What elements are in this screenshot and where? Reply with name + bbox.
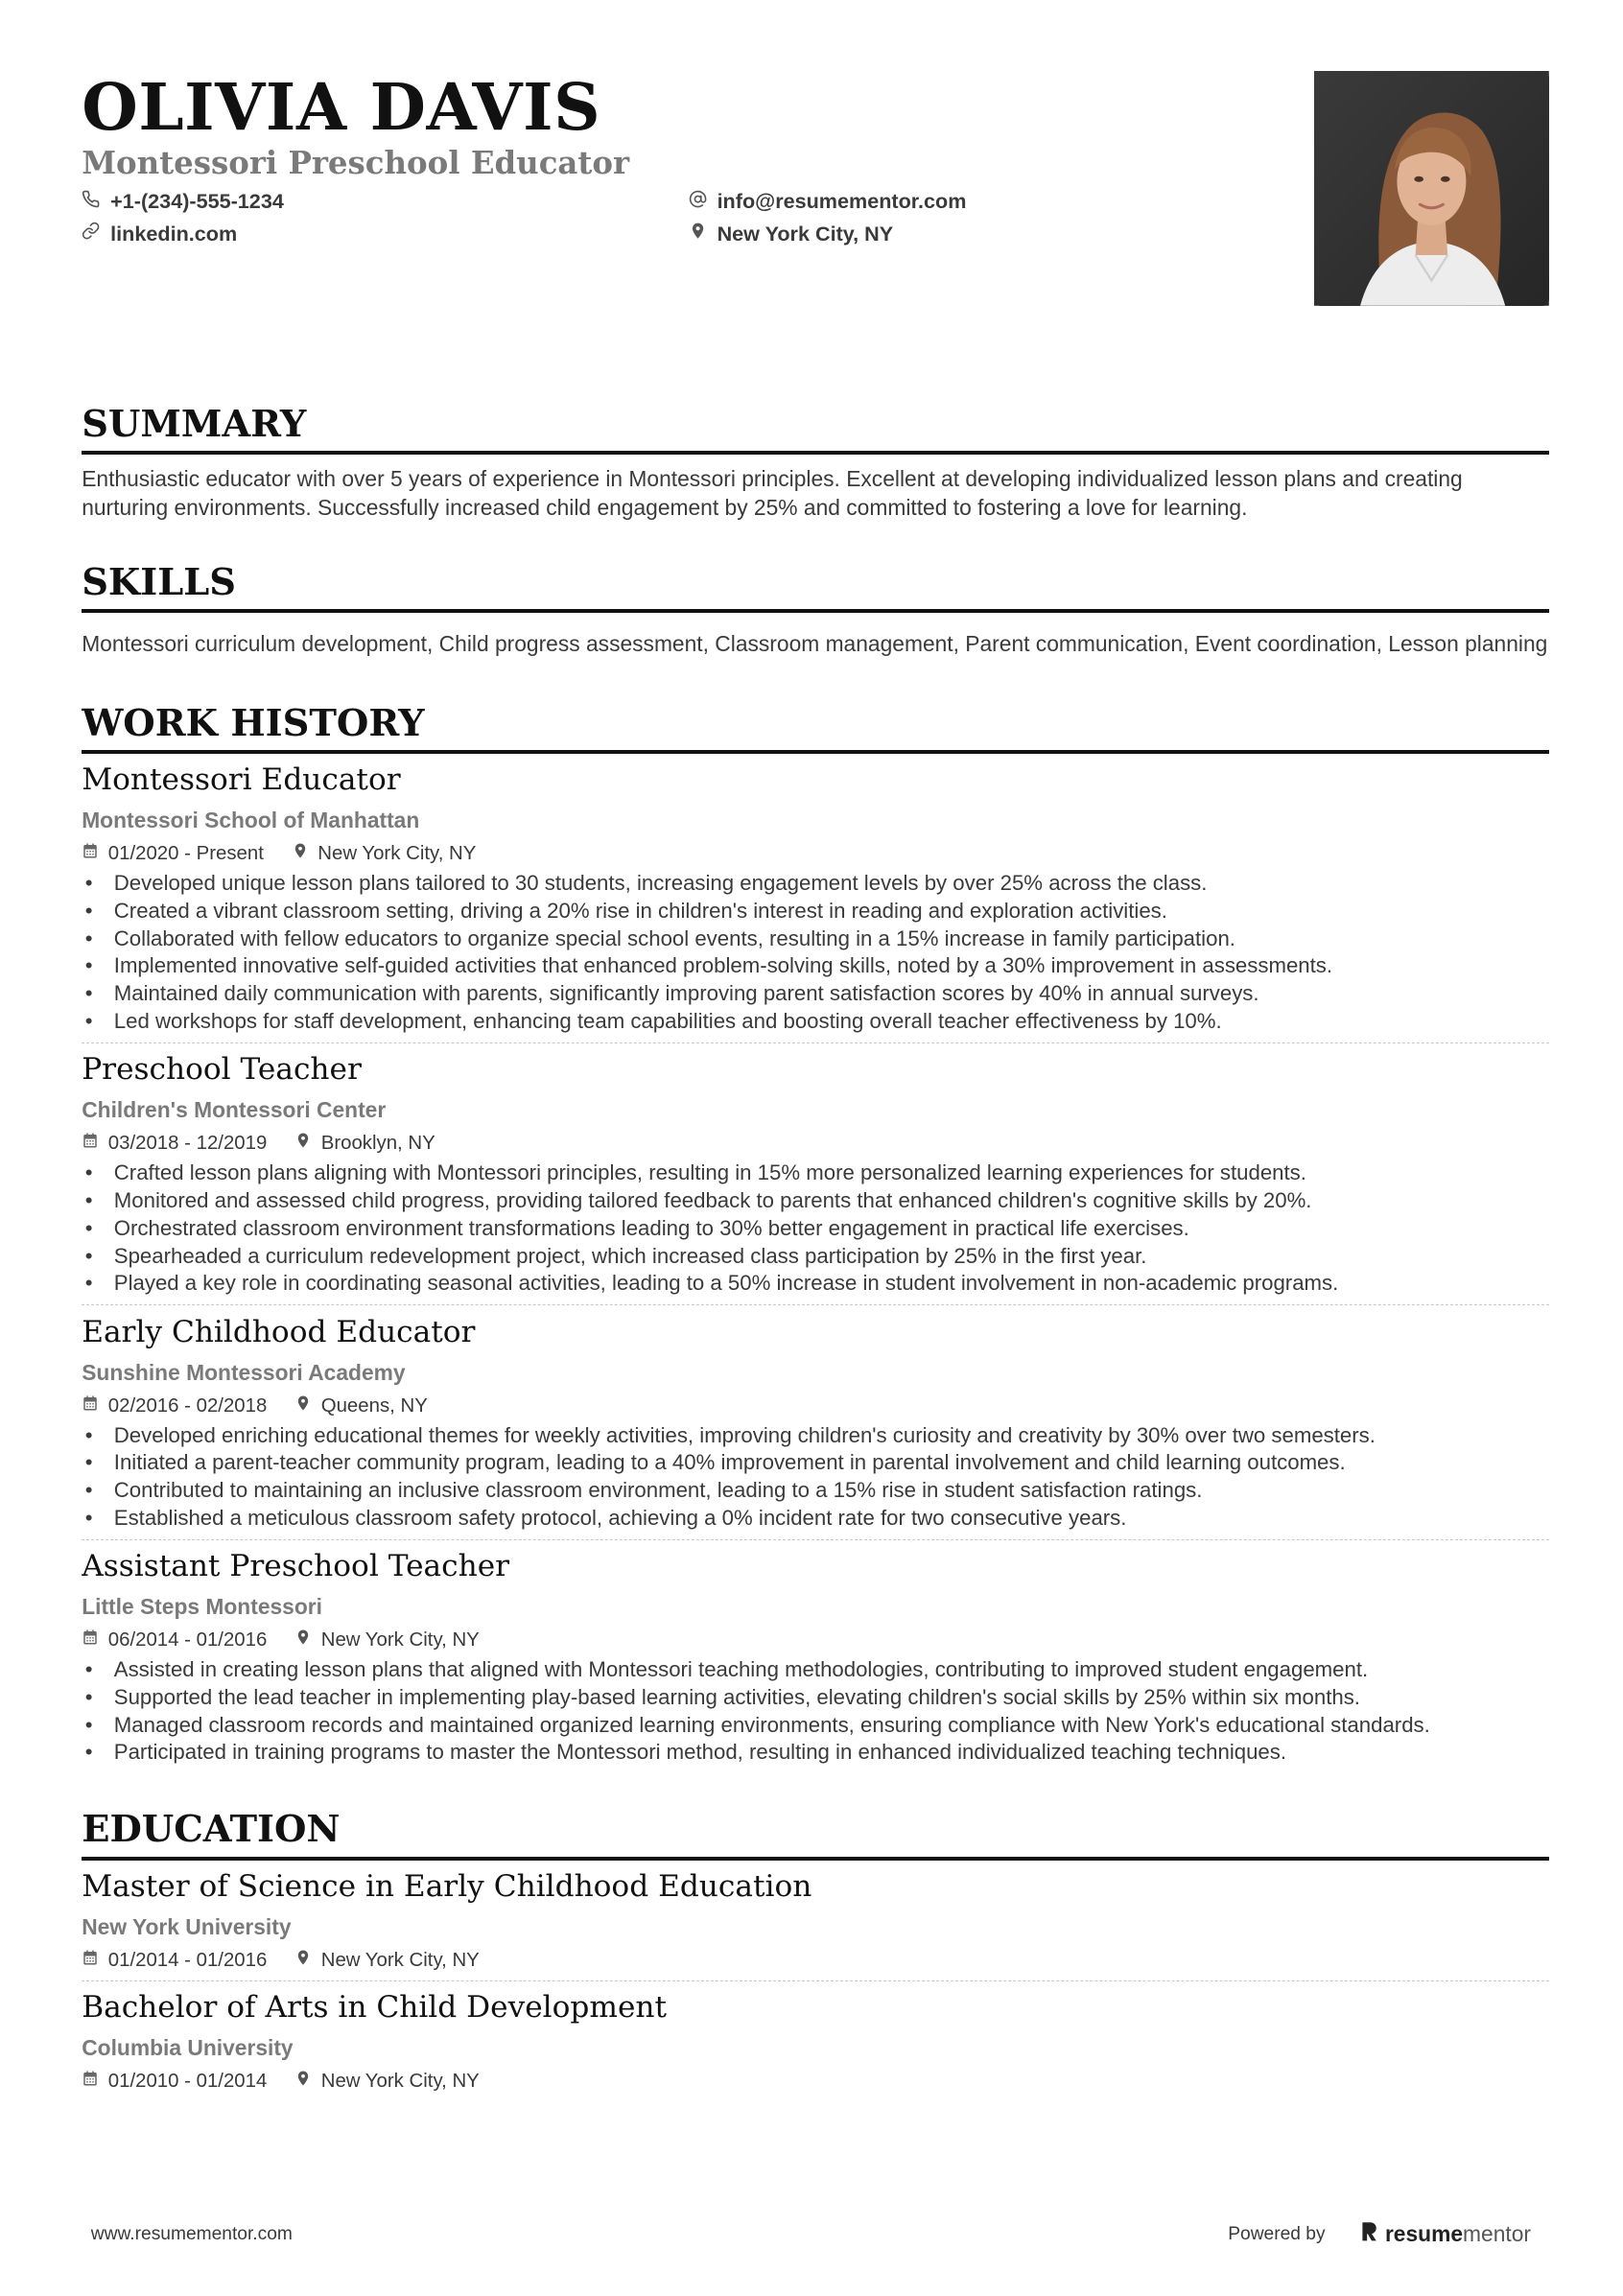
job-location-text: Queens, NY bbox=[320, 1394, 428, 1417]
job-bullet: • Supported the lead teacher in implementing play-based learning activities, elevating children's social skills by 25% within six months. bbox=[82, 1684, 1549, 1712]
education-entry bbox=[82, 1981, 1549, 2101]
job-bullet: • Led workshops for staff development, enhancing team capabilities and boosting overall teacher effectiveness by 10%. bbox=[82, 1008, 1549, 1036]
skills-heading: SKILLS bbox=[82, 561, 1549, 613]
calendar-icon bbox=[82, 2069, 99, 2094]
brand-name-bold: resume bbox=[1384, 2221, 1464, 2247]
powered-by-label: Powered by bbox=[1228, 2223, 1326, 2244]
at-sign-icon bbox=[689, 189, 707, 214]
job-company: Sunshine Montessori Academy bbox=[82, 1359, 406, 1385]
education-meta bbox=[82, 1948, 1549, 1973]
job-title: Early Childhood Educator bbox=[82, 1314, 476, 1349]
job-bullet: • Crafted lesson plans aligning with Montessori principles, resulting in 15% more personalized learning experiences for students. bbox=[82, 1160, 1549, 1187]
job-entry bbox=[82, 754, 1549, 1043]
school-name: New York University bbox=[82, 1914, 292, 1940]
job-dates bbox=[82, 1131, 267, 1156]
candidate-title: Montessori Preschool Educator bbox=[82, 145, 630, 182]
work-history-section bbox=[82, 702, 1549, 1774]
job-entry bbox=[82, 1540, 1549, 1774]
map-pin-icon bbox=[689, 222, 707, 246]
job-bullet: • Contributed to maintaining an inclusive classroom environment, leading to a 15% rise in student satisfaction ratings. bbox=[82, 1477, 1549, 1505]
job-bullets bbox=[82, 1160, 1549, 1298]
map-pin-icon bbox=[292, 841, 309, 866]
summary-heading: SUMMARY bbox=[82, 403, 1549, 455]
map-pin-icon bbox=[294, 1948, 312, 1973]
job-meta bbox=[82, 1394, 1549, 1418]
job-dates-text: 03/2018 - 12/2019 bbox=[107, 1133, 268, 1155]
job-bullets bbox=[82, 870, 1549, 1036]
education-dates bbox=[82, 1948, 267, 1973]
map-pin-icon bbox=[294, 1628, 312, 1652]
powered-by bbox=[1228, 2221, 1531, 2248]
job-dates-text: 06/2014 - 01/2016 bbox=[107, 1629, 268, 1652]
job-bullet: • Monitored and assessed child progress, providing tailored feedback to parents that enhanced children's cognitive skills by 20%. bbox=[82, 1187, 1549, 1215]
calendar-icon bbox=[82, 841, 99, 866]
job-meta bbox=[82, 1131, 1549, 1156]
job-meta bbox=[82, 841, 1549, 866]
job-dates-text: 02/2016 - 02/2018 bbox=[107, 1394, 268, 1417]
education-location-text: New York City, NY bbox=[320, 2070, 480, 2092]
job-bullet: • Initiated a parent-teacher community program, leading to a 40% improvement in parental involvement and child learning outcomes. bbox=[82, 1449, 1549, 1477]
skills-text: Montessori curriculum development, Child progress assessment, Classroom management, Parent communication, Event coordination, Lesson planning bbox=[82, 630, 1548, 656]
calendar-icon bbox=[82, 1394, 99, 1418]
calendar-icon bbox=[82, 1131, 99, 1156]
job-title: Preschool Teacher bbox=[82, 1052, 362, 1088]
skills-section bbox=[82, 561, 1549, 658]
job-title: Montessori Educator bbox=[82, 762, 401, 798]
job-location bbox=[294, 1394, 428, 1418]
job-location-text: New York City, NY bbox=[318, 843, 477, 865]
job-bullet: • Managed classroom records and maintained organized learning environments, ensuring compliance with New York's educational standards. bbox=[82, 1712, 1549, 1740]
education-location bbox=[294, 1948, 480, 1973]
contact-location bbox=[689, 221, 1149, 246]
job-company: Little Steps Montessori bbox=[82, 1594, 322, 1620]
job-bullet: • Participated in training programs to master the Montessori method, resulting in enhanced individualized teaching techniques. bbox=[82, 1739, 1549, 1767]
job-company: Children's Montessori Center bbox=[82, 1097, 387, 1123]
calendar-icon bbox=[82, 1628, 99, 1652]
job-bullet: • Implemented innovative self-guided activities that enhanced problem-solving skills, noted by a 30% improvement in assessments. bbox=[82, 952, 1549, 980]
job-bullet: • Spearheaded a curriculum redevelopment project, which increased class participation by 25% in the first year. bbox=[82, 1243, 1549, 1271]
summary-text: Enthusiastic educator with over 5 years of experience in Montessori principles. Excellent at developing individualized lesson plans and creating nurturing environments. Successfully increased child engagement by 25% and committed to fostering a love for learning. bbox=[82, 465, 1463, 520]
work-history-heading: WORK HISTORY bbox=[82, 702, 1549, 754]
job-bullet: • Played a key role in coordinating seasonal activities, leading to a 50% increase in student involvement in non-academic programs. bbox=[82, 1270, 1549, 1298]
education-location-text: New York City, NY bbox=[320, 1950, 480, 1971]
email-address[interactable]: info@resumementor.com bbox=[717, 188, 967, 213]
job-dates bbox=[82, 1628, 267, 1652]
map-pin-icon bbox=[294, 1394, 312, 1418]
linkedin-link[interactable]: linkedin.com bbox=[110, 221, 238, 246]
resume-header bbox=[82, 68, 1549, 304]
page-footer bbox=[91, 2221, 1531, 2248]
job-dates bbox=[82, 1394, 267, 1418]
candidate-name: OLIVIA DAVIS bbox=[82, 68, 601, 145]
job-dates bbox=[82, 841, 264, 866]
map-pin-icon bbox=[294, 1131, 312, 1156]
job-entry bbox=[82, 1043, 1549, 1305]
job-meta bbox=[82, 1628, 1549, 1652]
job-bullet: • Orchestrated classroom environment transformations leading to 30% better engagement in practical life exercises. bbox=[82, 1215, 1549, 1243]
degree-title: Master of Science in Early Childhood Education bbox=[82, 1869, 812, 1905]
education-entry bbox=[82, 1861, 1549, 1981]
job-location bbox=[294, 1131, 435, 1156]
job-bullet: • Assisted in creating lesson plans that aligned with Montessori teaching methodologies, contributing to improved student engagement. bbox=[82, 1656, 1549, 1684]
job-title: Assistant Preschool Teacher bbox=[82, 1549, 510, 1584]
degree-title: Bachelor of Arts in Child Development bbox=[82, 1989, 668, 2025]
education-location bbox=[294, 2069, 480, 2094]
education-section bbox=[82, 1808, 1549, 2100]
school-name: Columbia University bbox=[82, 2034, 294, 2060]
job-dates-text: 01/2020 - Present bbox=[107, 843, 264, 865]
job-bullet: • Established a meticulous classroom safety protocol, achieving a 0% incident rate for two consecutive years. bbox=[82, 1505, 1549, 1533]
contact-phone bbox=[82, 189, 688, 214]
job-bullet: • Collaborated with fellow educators to organize special school events, resulting in a 15% increase in family participation. bbox=[82, 925, 1549, 953]
map-pin-icon bbox=[294, 2069, 312, 2094]
job-bullets bbox=[82, 1422, 1549, 1533]
calendar-icon bbox=[82, 1948, 99, 1973]
education-dates-text: 01/2014 - 01/2016 bbox=[107, 1950, 268, 1971]
footer-website[interactable]: www.resumementor.com bbox=[90, 2223, 293, 2244]
education-meta bbox=[82, 2069, 1549, 2094]
job-bullets bbox=[82, 1656, 1549, 1767]
phone-icon bbox=[82, 189, 100, 214]
education-dates-text: 01/2010 - 01/2014 bbox=[107, 2070, 268, 2092]
job-bullet: • Maintained daily communication with parents, significantly improving parent satisfaction scores by 40% in annual surveys. bbox=[82, 980, 1549, 1008]
contact-linkedin bbox=[82, 221, 688, 246]
job-bullet: • Created a vibrant classroom setting, driving a 20% rise in children's interest in reading and exploration activities. bbox=[82, 898, 1549, 925]
phone-number[interactable]: +1-(234)-555-1234 bbox=[110, 188, 284, 213]
education-dates bbox=[82, 2069, 267, 2094]
job-bullet: • Developed unique lesson plans tailored to 30 students, increasing engagement levels by over 25% across the class. bbox=[82, 870, 1549, 898]
job-location-text: Brooklyn, NY bbox=[320, 1133, 435, 1155]
summary-section bbox=[82, 403, 1549, 522]
job-entry bbox=[82, 1305, 1549, 1540]
contact-email bbox=[689, 189, 1149, 214]
logo-mark-icon bbox=[1360, 2221, 1378, 2248]
job-location-text: New York City, NY bbox=[320, 1629, 480, 1652]
job-bullet: • Developed enriching educational themes for weekly activities, improving children's curiosity and creativity by 30% over two semesters. bbox=[82, 1422, 1549, 1450]
brand-name-light: mentor bbox=[1463, 2221, 1531, 2247]
education-heading: EDUCATION bbox=[82, 1808, 1549, 1860]
link-icon bbox=[82, 222, 100, 246]
job-location bbox=[294, 1628, 480, 1652]
location-text: New York City, NY bbox=[717, 221, 894, 246]
job-company: Montessori School of Manhattan bbox=[82, 808, 420, 833]
brand-logo[interactable] bbox=[1360, 2221, 1531, 2248]
profile-photo bbox=[1314, 71, 1549, 306]
job-location bbox=[292, 841, 477, 866]
